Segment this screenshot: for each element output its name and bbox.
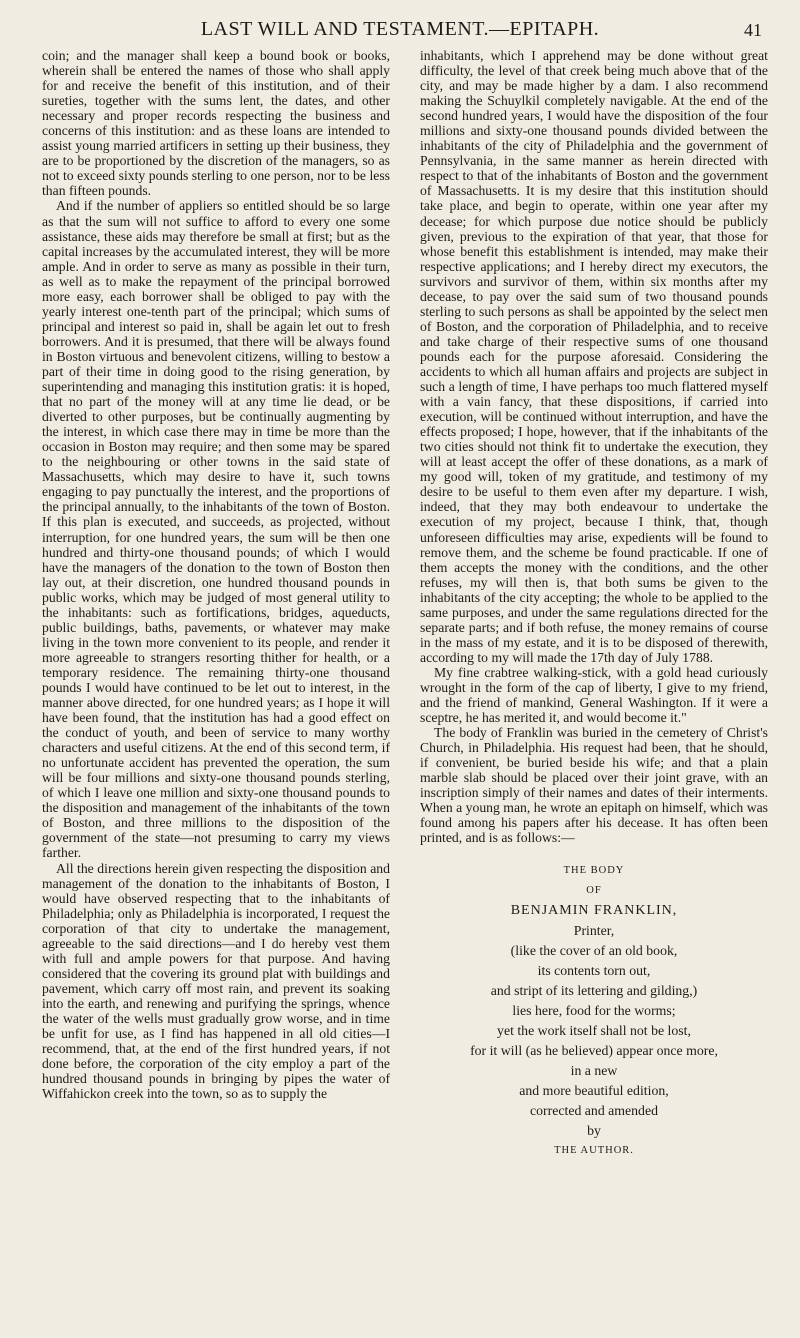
paragraph: All the directions herein given respecting the disposition and management of the donation to the inhabitants of Boston, I would have observed respecting that to the inhabitants of Philadelphia; only as Philadelphia is incorporated, I request the corporation of that city to undertake the management, agreeable to the said directions—and I do hereby vest them with full and ample powers for that purpose. And having considered that the covering its ground plat with buildings and pavement, which carry off most rain, and prevent its soaking into the earth, and renewing and purifying the springs, whence the water of the wells must gradually grow worse, and in time be unfit for use, as I find has happened in all old cities—I recommend, that, at the end of the first hundred years, if not done before, the corporation of the city employ a part of the hundred thousand pounds in bringing by pipes the water of Wiffahickon creek into the town, so as to supply the bbox=[42, 860, 390, 1102]
epitaph-line: OF bbox=[586, 885, 602, 897]
epitaph-line: yet the work itself shall not be lost, bbox=[497, 1023, 691, 1039]
epitaph-line: and more beautiful edition, bbox=[519, 1083, 669, 1099]
epitaph-line: its contents torn out, bbox=[537, 963, 651, 979]
epitaph-line: THE AUTHOR. bbox=[554, 1145, 634, 1157]
epitaph-line: BENJAMIN FRANKLIN, bbox=[510, 903, 678, 919]
epitaph-line: in a new bbox=[570, 1063, 618, 1079]
paragraph: My fine crabtree walking-stick, with a gold head curiously wrought in the form of the cap of liberty, I give to my friend, and the friend of mankind, General Washington. If it were a sceptre, he has merited it, and would become it." bbox=[420, 664, 768, 726]
epitaph-line: lies here, food for the worms; bbox=[512, 1003, 676, 1019]
page-number: 41 bbox=[744, 20, 762, 40]
epitaph-line: and stript of its lettering and gilding,) bbox=[490, 983, 698, 999]
epitaph-line: (like the cover of an old book, bbox=[510, 943, 678, 959]
left-column bbox=[42, 48, 390, 1101]
page-header bbox=[0, 14, 800, 44]
epitaph-line: for it will (as he believed) appear once more, bbox=[470, 1043, 718, 1059]
paragraph: And if the number of appliers so entitled should be so large as that the sum will not suffice to afford to every one some assistance, these aids may therefore be small at first; but as the capital increases by the accumulated interest, they will be more ample. And in order to serve as many as possible in their turn, as well as to make the repayment of the principal borrowed more easy, each borrower shall be obliged to pay with the yearly interest one-tenth part of the principal; which sums of principal and interest so paid in, shall be again let out to fresh borrowers. And it is presumed, that there will be always found in Boston virtuous and benevolent citizens, willing to bestow a part of their time in doing good to the rising generation, by superintending and managing this institution gratis: it is hoped, that no part of the money will at any time lie dead, or be diverted to other purposes, but be continually augmenting by the interest, in which case there may in time be more than the occasion in Boston may require; and then some may be spared to the neighbouring or other towns in the said state of Massachusetts, which may desire to have it, such towns engaging to pay punctually the interest, and the proportions of the principal annually, to the inhabitants of the town of Boston. If this plan is executed, and succeeds, as projected, without interruption, for one hundred years, the sum will be then one hundred and thirty-one thousand pounds; of which I would have the managers of the donation to the town of Boston then lay out, at their discretion, one hundred thousand pounds in public works, which may be judged of most general utility to the inhabitants: such as fortifications, bridges, aqueducts, public buildings, baths, pavements, or whatever may make living in the town more convenient to its people, and render it more agreeable to strangers resorting thither for health, or a temporary residence. The remaining thirty-one thousand pounds I would have continued to be let out to interest, in the manner above directed, for one hundred years; as I hope it will have been found, that the institution has had a good effect on the conduct of youth, and been of service to many worthy characters and useful citizens. At the end of this second term, if no unfortunate accident has prevented the operation, the sum will be four millions and sixty-one thousand pounds sterling, of which I leave one million and sixty-one thousand pounds to the disposition and management of the inhabitants of the town of Boston, and three millions to the disposition of the government of the state—not presuming to carry my views farther. bbox=[42, 198, 390, 861]
paragraph: inhabitants, which I apprehend may be done without great difficulty, the level of that creek being much above that of the city, and may be made higher by a dam. I also recommend making the Schuylkil completely navigable. At the end of the second hundred years, I would have the disposition of the four millions and sixty-one thousand pounds divided between the inhabitants of the city of Philadelphia and the government of Pennsylvania, in the same manner as herein directed with respect to that of the inhabitants of Boston and the government of Massachusetts. It is my desire that this institution should take place, and begin to operate, within one year after my decease; for which purpose due notice should be publicly given, previous to the expiration of that year, that those for whose benefit this establishment is intended, may make their respective applications; and I hereby direct my executors, the survivors and survivor of them, within six months after my decease, to pay over the said sum of two thousand pounds sterling to such persons as shall be appointed by the select men of Boston, and the corporation of Philadelphia, and to receive and take charge of their respective sums of one thousand pounds each for the purpose aforesaid. Considering the accidents to which all human affairs and projects are subject in such a length of time, I have perhaps too much flattered myself with a vain fancy, that these dispositions, if carried into execution, will be continued without interruption, and have the effects proposed; I hope, however, that if the inhabitants of the two cities should not think fit to undertake the execution, they will at least accept the offer of these donations, as a mark of my good will, token of my gratitude, and testimony of my desire to be useful to them even after my departure. I wish, indeed, that they may both endeavour to undertake the execution of my project, because I think, that, though unforeseen difficulties may arise, expedients will be found to remove them, and the scheme be found practicable. If one of them accepts the money with the conditions, and the other refuses, my will then is, that both sums be given to the inhabitants of the city accepting; the whole to be applied to the same purposes, and under the same regulations directed for the separate parts; and if both refuse, the money remains of course in the mass of my estate, and it is to be disposed of therewith, according to my will made the 17th day of July 1788. bbox=[420, 48, 768, 665]
epitaph-line: corrected and amended bbox=[530, 1103, 658, 1119]
right-column bbox=[420, 48, 768, 1161]
paragraph: coin; and the manager shall keep a bound book or books, wherein shall be entered the names of those who shall apply for and receive the benefit of this institution, and of their sureties, together with the sums lent, the dates, and other necessary and proper records respecting the business and concerns of this institution: and as these loans are intended to assist young married artificers in setting up their business, they are to be proportioned by the discretion of the managers, so as not to exceed sixty pounds sterling to one person, nor to be less than fifteen pounds. bbox=[42, 48, 390, 199]
epitaph-line: THE BODY bbox=[563, 865, 625, 877]
running-title: LAST WILL AND TESTAMENT.—EPITAPH. bbox=[200, 18, 600, 40]
epitaph bbox=[420, 861, 768, 1161]
paragraph: The body of Franklin was buried in the cemetery of Christ's Church, in Philadelphia. His request had been, that he should, if convenient, be buried beside his wife; and that a plain marble slab should be placed over their joint grave, with an inscription simply of their names and dates of their interments. When a young man, he wrote an epitaph on himself, which was found among his papers after his decease. It has often been printed, and is as follows:— bbox=[420, 725, 768, 846]
epitaph-line: Printer, bbox=[573, 923, 615, 939]
epitaph-line: by bbox=[587, 1123, 601, 1139]
